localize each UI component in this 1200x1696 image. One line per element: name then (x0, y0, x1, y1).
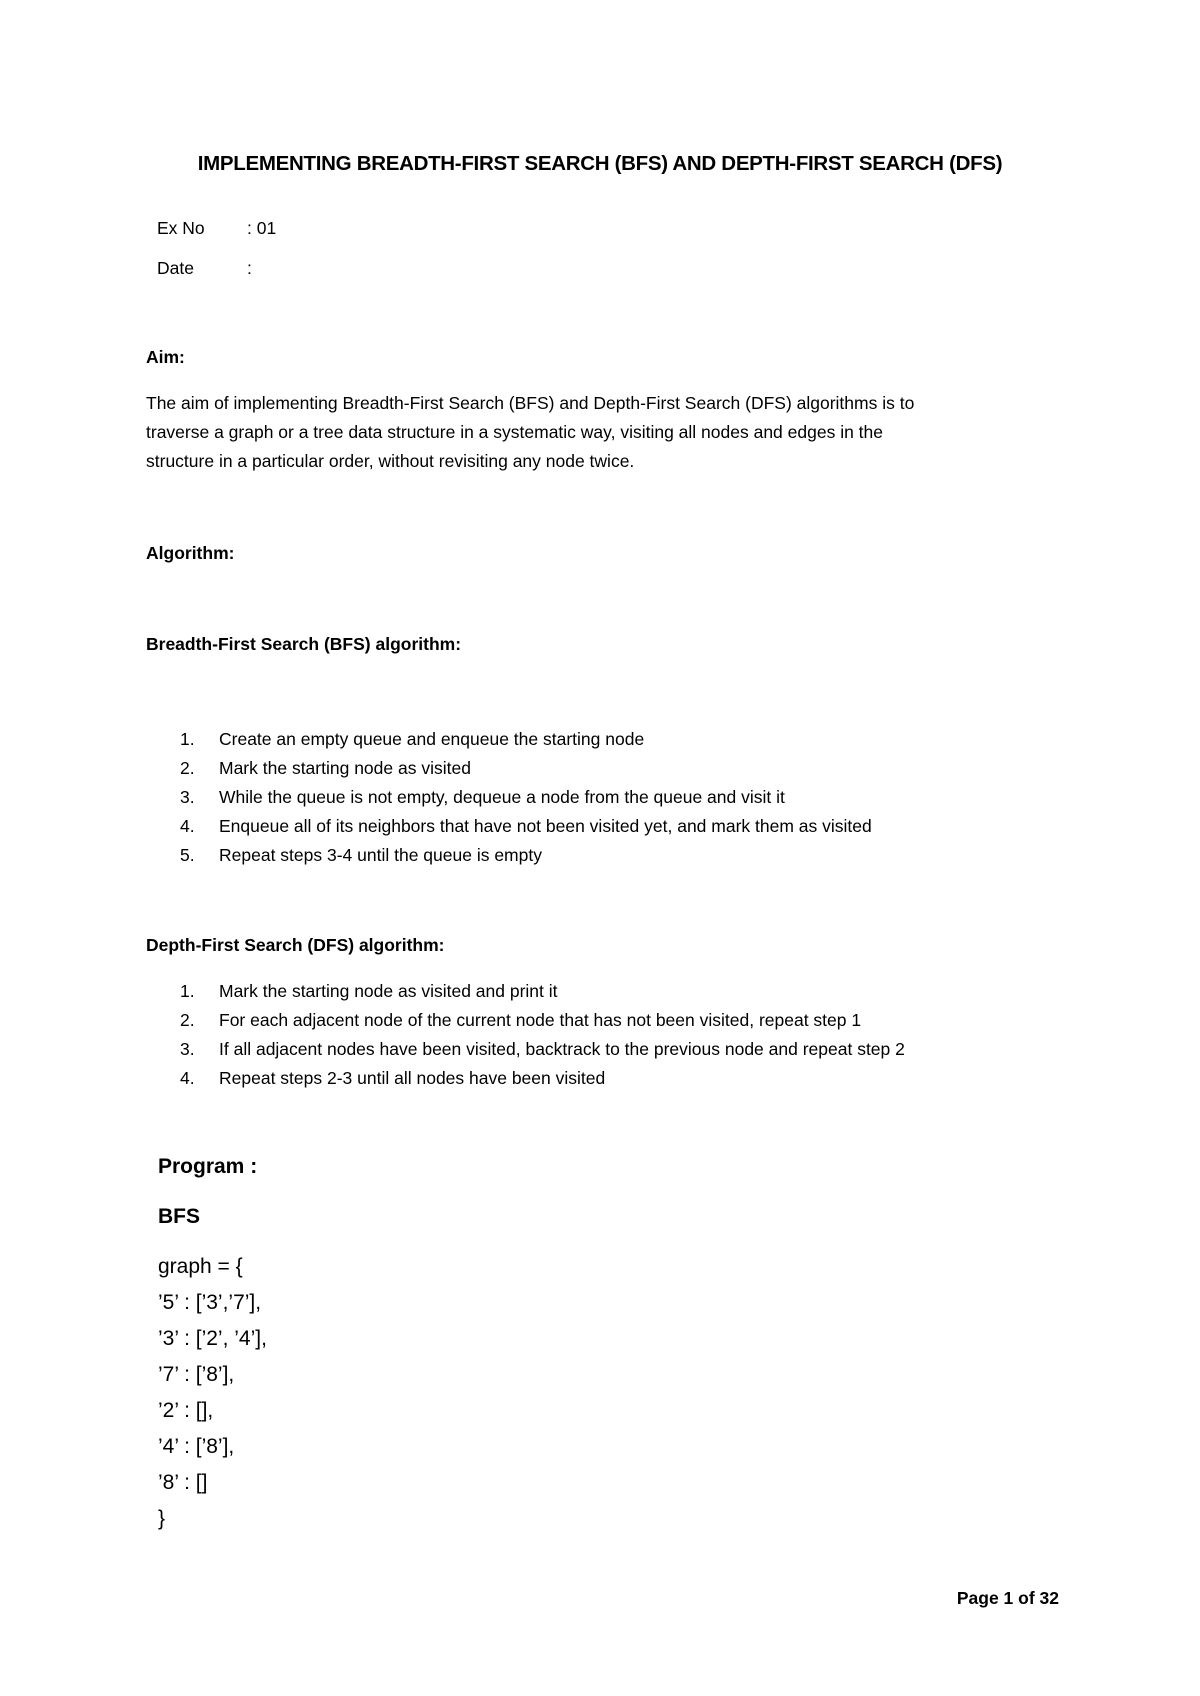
code-line: ’3’ : [’2’, ’4’], (158, 1327, 267, 1350)
dfs-heading: Depth-First Search (DFS) algorithm: (146, 935, 445, 955)
aim-paragraph (146, 389, 1066, 476)
code-line: ’5’ : [’3’,’7’], (158, 1291, 262, 1314)
document-title: IMPLEMENTING BREADTH-FIRST SEARCH (BFS) AND DEPTH-FIRST SEARCH (DFS) (197, 152, 1003, 175)
aim-line: traverse a graph or a tree data structure in a systematic way, visiting all nodes and edges in the (146, 422, 884, 442)
list-item: 5. Repeat steps 3-4 until the queue is empty (180, 845, 542, 865)
ex-no-label: Ex No (157, 218, 205, 238)
list-item: 4. Enqueue all of its neighbors that have not been visited yet, and mark them as visited (180, 816, 872, 836)
list-item: 3. If all adjacent nodes have been visited, backtrack to the previous node and repeat step 2 (180, 1039, 905, 1059)
code-line: ’4’ : [’8’], (158, 1435, 235, 1458)
page-number: Page 1 of 32 (956, 1588, 1059, 1608)
code-line: ’7’ : [’8’], (158, 1363, 235, 1386)
aim-heading: Aim: (146, 347, 185, 367)
bfs-heading: Breadth-First Search (BFS) algorithm: (146, 634, 462, 654)
date-row (157, 258, 252, 279)
list-item: 2. For each adjacent node of the current node that has not been visited, repeat step 1 (180, 1010, 862, 1030)
list-item: 1. Mark the starting node as visited and print it (180, 981, 558, 1001)
list-item: 2. Mark the starting node as visited (180, 758, 471, 778)
date-value: : (247, 258, 252, 278)
code-line: graph = { (158, 1255, 243, 1278)
code-line: ’8’ : [] (158, 1471, 208, 1494)
ex-no-value: : 01 (247, 218, 277, 238)
ex-no-row (157, 218, 276, 239)
code-line: } (158, 1507, 166, 1530)
list-item: 4. Repeat steps 2-3 until all nodes have been visited (180, 1068, 606, 1088)
aim-line: The aim of implementing Breadth-First Search (BFS) and Depth-First Search (DFS) algorithms is to (146, 393, 915, 413)
bfs-code-heading: BFS (158, 1205, 200, 1228)
algorithm-heading: Algorithm: (146, 543, 235, 563)
list-item: 3. While the queue is not empty, dequeue a node from the queue and visit it (180, 787, 785, 807)
bfs-steps (146, 725, 872, 870)
code-line: ’2’ : [], (158, 1399, 214, 1422)
list-item: 1. Create an empty queue and enqueue the starting node (180, 729, 645, 749)
date-label: Date (157, 258, 194, 278)
program-heading: Program : (158, 1155, 258, 1178)
dfs-steps (146, 977, 905, 1093)
aim-line: structure in a particular order, without revisiting any node twice. (146, 451, 635, 471)
code-block (158, 1249, 267, 1537)
